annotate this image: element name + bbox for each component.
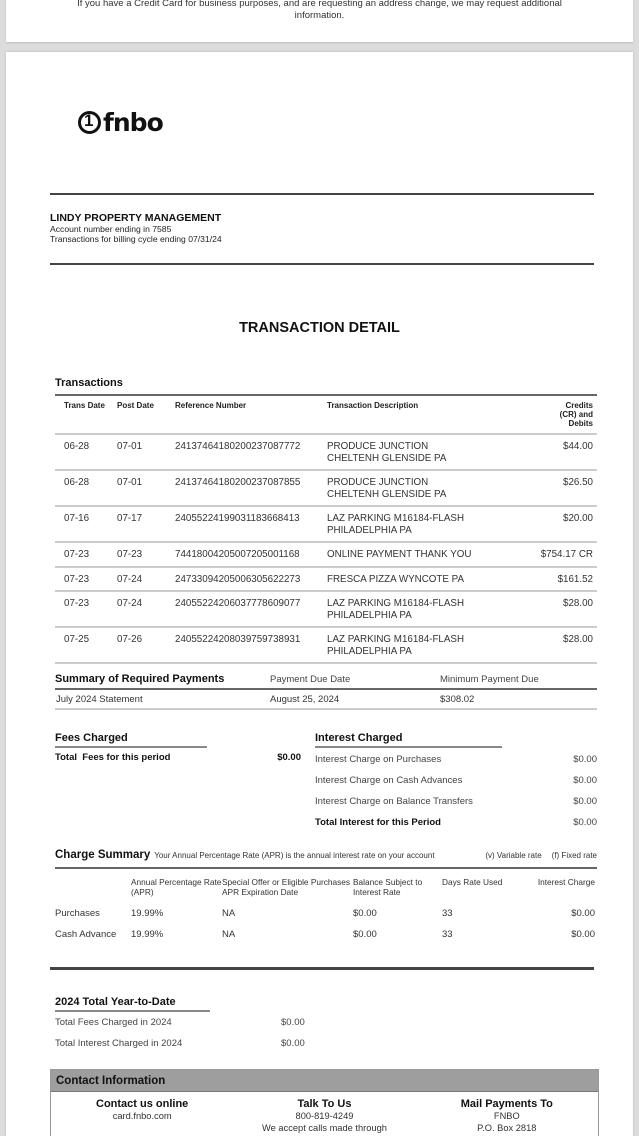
table-row [55, 470, 597, 506]
col-description: Transaction Description [327, 395, 507, 434]
charge-row-cash-advance [55, 924, 597, 945]
description [327, 542, 507, 567]
days: 33 [442, 908, 453, 919]
interest-charge: $0.00 [571, 908, 595, 919]
col-payment-due-date: Payment Due Date [270, 673, 351, 685]
minimum-payment-due: $308.02 [440, 693, 475, 705]
col-reference-number: Reference Number [175, 395, 327, 434]
statement-page [6, 52, 633, 1136]
charge-summary-section [55, 849, 597, 945]
col-apr: Annual Percentage Rate (APR) [131, 877, 222, 897]
interest-total-label: Total Interest for this Period [315, 817, 441, 828]
required-payments-summary [55, 670, 597, 710]
apr: 19.99% [131, 908, 164, 919]
trans-date: 07-23 [55, 591, 117, 627]
contact-phone [233, 1098, 415, 1134]
logo-text: fnbo [103, 108, 163, 137]
trans-date: 06-28 [55, 470, 117, 506]
col-amount: Credits (CR) and Debits [507, 395, 597, 434]
reference-number: 24137464180200237087772 [175, 434, 327, 470]
charge-summary-description: Your Annual Percentage Rate (APR) is the annual interest rate on your account [154, 851, 435, 860]
ytd-label: Total Interest Charged in 2024 [55, 1038, 183, 1049]
required-payments-title: Summary of Required Payments [55, 673, 225, 685]
contact-phone-title: Talk To Us [297, 1098, 352, 1110]
variable-rate-key: (v) Variable rate [485, 851, 542, 860]
amount: $20.00 [507, 506, 597, 542]
amount: $26.50 [507, 470, 597, 506]
description-line-1: ONLINE PAYMENT THANK YOU [327, 549, 472, 560]
post-date: 07-01 [117, 470, 175, 506]
description-line-2: PHILADELPHIA PA [327, 524, 412, 536]
trans-date: 07-25 [55, 627, 117, 663]
balance: $0.00 [353, 929, 377, 940]
ytd-row [55, 1012, 315, 1033]
apr: 19.99% [131, 929, 164, 940]
account-name: LINDY PROPERTY MANAGEMENT [50, 212, 222, 224]
post-date: 07-24 [117, 591, 175, 627]
charge-row-purchases [55, 903, 597, 924]
address-change-notice: If you have a Credit Card for business purposes, and are requesting an address change, we may request additional information. [77, 0, 562, 21]
previous-page [6, 0, 633, 42]
description-line-2: CHELTENH GLENSIDE PA [327, 452, 447, 464]
reference-number: 24055224206037778609077 [175, 591, 327, 627]
amount: $161.52 [507, 567, 597, 592]
amount: $754.17 CR [507, 542, 597, 567]
table-row [55, 627, 597, 663]
charge-type: Cash Advance [55, 929, 117, 940]
trans-date: 07-23 [55, 542, 117, 567]
post-date: 07-26 [117, 627, 175, 663]
col-post-date: Post Date [117, 395, 175, 434]
contact-mail-box: P.O. Box 2818 [477, 1122, 537, 1133]
reference-number: 24055224208039759738931 [175, 627, 327, 663]
amount: $44.00 [507, 434, 597, 470]
contact-information-box [50, 1069, 599, 1136]
interest-label: Interest Charge on Balance Transfers [315, 796, 473, 807]
contact-mail-title: Mail Payments To [460, 1098, 553, 1110]
col-interest: Interest Charge [537, 877, 595, 887]
trans-date: 07-23 [55, 567, 117, 592]
amount: $28.00 [507, 627, 597, 663]
table-row [55, 434, 597, 470]
payment-due-date: August 25, 2024 [270, 693, 340, 705]
col-days: Days Rate Used [442, 877, 503, 887]
table-row [55, 591, 597, 627]
table-row [55, 567, 597, 592]
interest-row [315, 749, 597, 770]
col-expiration: Special Offer or Eligible Purchases APR Expiration Date [222, 877, 351, 897]
post-date: 07-24 [117, 567, 175, 592]
ytd-value: $0.00 [281, 1017, 305, 1028]
amount: $28.00 [507, 591, 597, 627]
statement-label: July 2024 Statement [56, 693, 143, 705]
reference-number: 74418004205007205001168 [175, 542, 327, 567]
description-line-1: PRODUCE JUNCTION [327, 441, 429, 452]
contact-online [51, 1098, 233, 1134]
contact-title: Contact Information [51, 1070, 598, 1092]
reference-number: 24733094205006305622273 [175, 567, 327, 592]
days: 33 [442, 929, 453, 940]
ytd-row [55, 1033, 315, 1054]
post-date: 07-17 [117, 506, 175, 542]
fees-total-value: $0.00 [277, 752, 301, 763]
description-line-1: LAZ PARKING M16184-FLASH [327, 598, 465, 609]
description [327, 506, 507, 542]
year-to-date-section [55, 992, 315, 1054]
col-balance: Balance Subject to Interest Rate [353, 877, 423, 897]
charge-type: Purchases [55, 908, 100, 919]
fnbo-circle-one-icon [78, 111, 101, 134]
divider [50, 263, 594, 265]
balance: $0.00 [353, 908, 377, 919]
description [327, 434, 507, 470]
fnbo-logo [78, 108, 163, 137]
description-line-2: CHELTENH GLENSIDE PA [327, 488, 447, 500]
divider [50, 967, 594, 970]
divider [50, 193, 594, 195]
table-row [55, 542, 597, 567]
description-line-1: PRODUCE JUNCTION [327, 477, 429, 488]
interest-charged-title: Interest Charged [315, 728, 502, 748]
interest-value: $0.00 [573, 754, 597, 765]
interest-value: $0.00 [573, 775, 597, 786]
page-title: TRANSACTION DETAIL [239, 320, 400, 336]
interest-total-row [315, 812, 597, 833]
description [327, 470, 507, 506]
description-line-1: LAZ PARKING M16184-FLASH [327, 513, 465, 524]
description-line-2: PHILADELPHIA PA [327, 645, 412, 657]
fees-total-label: Total Fees for this period [55, 752, 171, 763]
contact-online-url[interactable]: card.fnbo.com [112, 1111, 172, 1121]
post-date: 07-01 [117, 434, 175, 470]
description-line-2: PHILADELPHIA PA [327, 609, 412, 621]
charge-summary-title: Charge Summary [55, 849, 151, 861]
description-line-1: LAZ PARKING M16184-FLASH [327, 634, 465, 645]
interest-label: Interest Charge on Cash Advances [315, 775, 463, 786]
description [327, 591, 507, 627]
interest-charge: $0.00 [571, 929, 595, 940]
ytd-title: 2024 Total Year-to-Date [55, 992, 210, 1012]
ytd-label: Total Fees Charged in 2024 [55, 1017, 172, 1028]
expiration: NA [222, 929, 236, 940]
billing-cycle: Transactions for billing cycle ending 07/31/24 [50, 234, 222, 244]
description [327, 627, 507, 663]
reference-number: 24137464180200237087855 [175, 470, 327, 506]
expiration: NA [222, 908, 236, 919]
interest-row [315, 770, 597, 791]
col-trans-date: Trans Date [55, 395, 117, 434]
interest-charged-section [315, 728, 597, 833]
transactions-title: Transactions [55, 377, 123, 389]
account-info [50, 212, 222, 244]
reference-number: 24055224199031183668413 [175, 506, 327, 542]
description-line-1: FRESCA PIZZA WYNCOTE PA [327, 573, 464, 585]
contact-mail [416, 1098, 598, 1134]
fees-charged-section [55, 728, 207, 748]
transactions-table [55, 394, 597, 664]
contact-mail-name: FNBO [493, 1111, 520, 1121]
col-minimum-payment-due: Minimum Payment Due [440, 673, 539, 685]
fixed-rate-key: (f) Fixed rate [551, 851, 597, 860]
interest-label: Interest Charge on Purchases [315, 754, 442, 765]
interest-row [315, 791, 597, 812]
col-type [55, 877, 131, 903]
trans-date: 06-28 [55, 434, 117, 470]
contact-phone-note: We accept calls made through [262, 1122, 387, 1133]
post-date: 07-23 [117, 542, 175, 567]
contact-phone-number[interactable]: 800-819-4249 [295, 1111, 354, 1121]
ytd-value: $0.00 [281, 1038, 305, 1049]
interest-total-value: $0.00 [573, 817, 597, 828]
trans-date: 07-16 [55, 506, 117, 542]
fees-total-row [55, 752, 301, 763]
account-number: Account number ending in 7585 [50, 224, 172, 234]
contact-online-title: Contact us online [96, 1098, 189, 1110]
interest-value: $0.00 [573, 796, 597, 807]
description [327, 567, 507, 592]
table-row [55, 506, 597, 542]
fees-charged-title: Fees Charged [55, 728, 207, 748]
